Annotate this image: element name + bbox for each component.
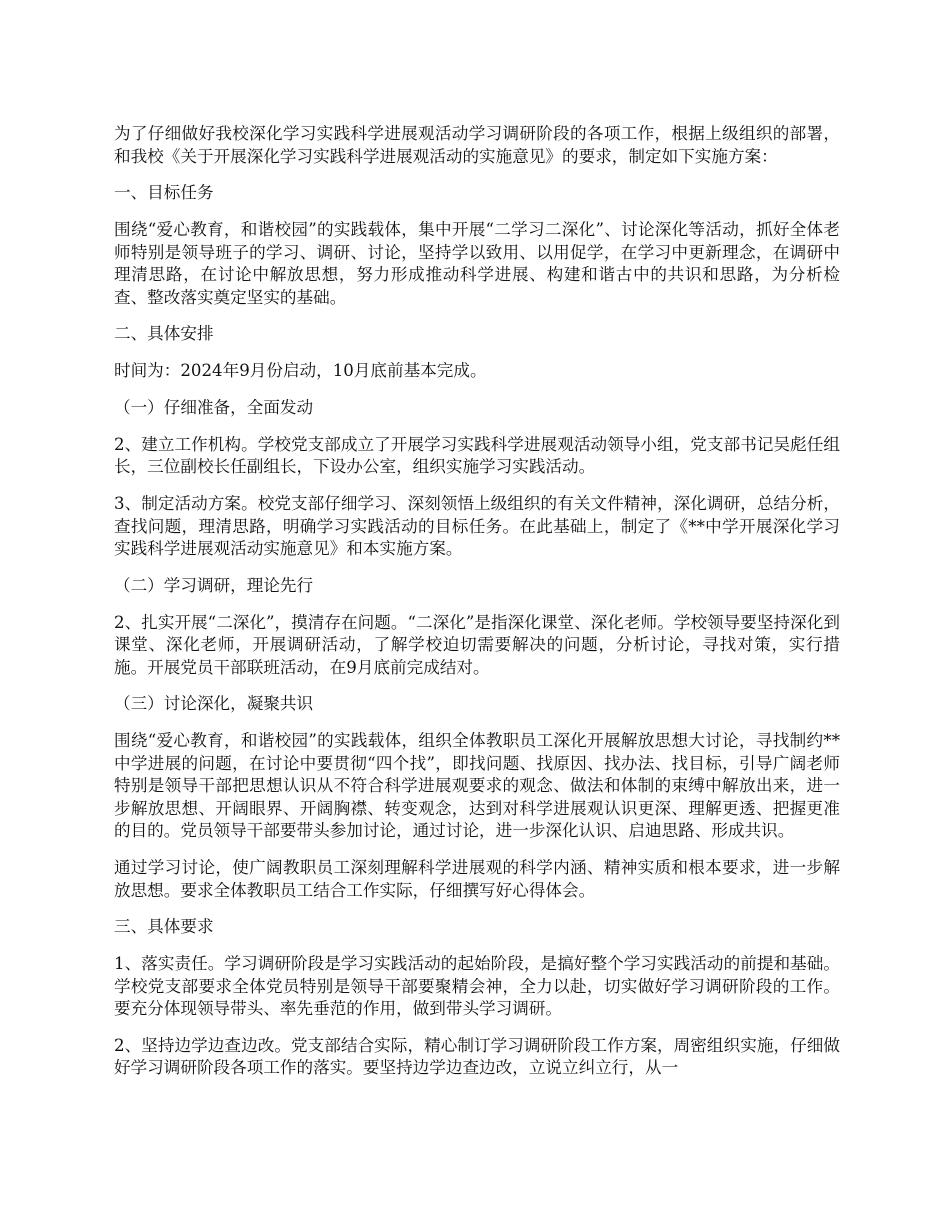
responsibility-paragraph: 1、落实责任。学习调研阶段是学习实践活动的起始阶段，是搞好整个学习实践活动的前提和基础。学校党支部要求全体党员特别是领导干部要聚精会神，全力以赴，切实做好学习调研阶段的工作。要充分体现领导带头、率先垂范的作用，做到带头学习调研。 [114, 954, 840, 1019]
organization-paragraph: 2、建立工作机构。学校党支部成立了开展学习实践科学进展观活动领导小组，党支部书记吴彪任组长，三位副校长任副组长，下设办公室，组织实施学习实践活动。 [114, 434, 840, 477]
study-paragraph: 2、扎实开展“二深化”，摸清存在问题。“二深化”是指深化课堂、深化老师。学校领导要坚持深化到课堂、深化老师，开展调研活动，了解学校迫切需要解决的问题，分析讨论，寻找对策，实行措施。开展党员干部联班活动，在9月底前完成结对。 [114, 612, 840, 677]
rectification-paragraph: 2、坚持边学边查边改。党支部结合实际，精心制订学习调研阶段工作方案，周密组织实施，仔细做好学习调研阶段各项工作的落实。要坚持边学边查边改，立说立纠立行，从一 [114, 1035, 840, 1078]
goals-paragraph: 围绕“爱心教育，和谐校园”的实践载体，集中开展“二学习二深化”、讨论深化等活动，抓好全体老师特别是领导班子的学习、调研、讨论，坚持学以致用、以用促学，在学习中更新理念，在调研中理清思路，在讨论中解放思想，努力形成推动科学进展、构建和谐古中的共识和思路，为分析检查、整改落实奠定坚实的基础。 [114, 220, 840, 307]
section-heading-requirements: 三、具体要求 [114, 917, 214, 937]
plan-paragraph: 3、制定活动方案。校党支部仔细学习、深刻领悟上级组织的有关文件精神，深化调研，总结分析，查找问题，理清思路，明确学习实践活动的目标任务。在此基础上，制定了《**中学开展深化学习实践科学进展观活动实施意见》和本实施方案。 [114, 494, 840, 559]
schedule-paragraph: 时间为：2024年9月份启动，10月底前基本完成。 [114, 361, 487, 381]
intro-paragraph: 为了仔细做好我校深化学习实践科学进展观活动学习调研阶段的各项工作，根据上级组织的部署，和我校《关于开展深化学习实践科学进展观活动的实施意见》的要求，制定如下实施方案： [114, 124, 840, 166]
document-body [114, 123, 840, 1094]
section-heading-arrangement: 二、具体安排 [114, 324, 214, 344]
section-heading-goals: 一、目标任务 [114, 183, 214, 203]
discussion-paragraph: 围绕“爱心教育，和谐校园”的实践载体，组织全体教职员工深化开展解放思想大讨论，寻找制约**中学进展的问题，在讨论中要贯彻“四个找”，即找问题、找原因、找办法、找目标，引导广阔老师特别是领导干部把思想认识从不符合科学进展观要求的观念、做法和体制的束缚中解放出来，进一步解放思想、开阔眼界、开阔胸襟、转变观念，达到对科学进展观认识更深、理解更透、把握更准的目的。党员领导干部要带头参加讨论，通过讨论，进一步深化认识、启迪思路、形成共识。 [114, 731, 840, 841]
understanding-paragraph: 通过学习讨论，使广阔教职员工深刻理解科学进展观的科学内涵、精神实质和根本要求，进一步解放思想。要求全体教职员工结合工作实际，仔细撰写好心得体会。 [114, 858, 840, 900]
subsection-heading-study: （二）学习调研，理论先行 [114, 575, 314, 595]
subsection-heading-preparation: （一）仔细准备，全面发动 [114, 397, 314, 417]
subsection-heading-discussion: （三）讨论深化，凝聚共识 [114, 694, 314, 714]
